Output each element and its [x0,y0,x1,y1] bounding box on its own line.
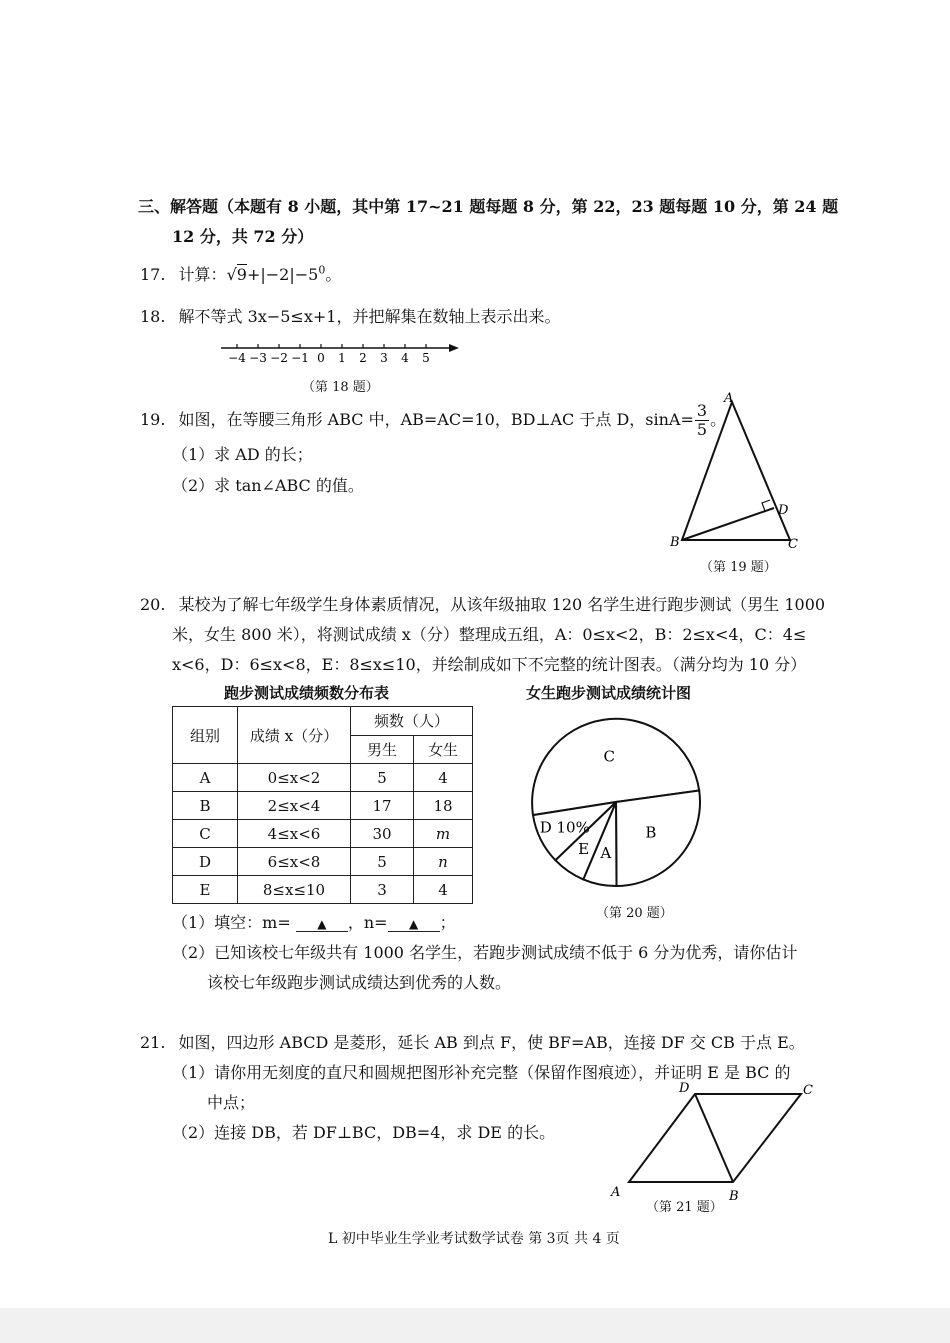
cell-female: 18 [414,792,473,820]
label-b: B [729,1189,739,1204]
question-17 [140,262,341,285]
q19-text: 如图，在等腰三角形 ABC 中，AB=AC=10，BD⊥AC 于点 D，sinA= [178,410,694,429]
q17-lead: 计算： [178,265,227,284]
triangle-figure [660,388,810,553]
q20-part2-line1: （2）已知该校七年级共有 1000 名学生，若跑步测试成绩不低于 6 分为优秀，请你估计 [172,943,798,962]
q19-part1: （1）求 AD 的长； [172,445,313,464]
header-frequency: 频数（人） [351,707,473,736]
cell-male: 5 [351,764,414,792]
cell-range: 2≤x<4 [238,792,351,820]
tick-label: −3 [249,351,267,365]
q19-caption: （第 19 题） [700,560,777,575]
cell-male: 30 [351,820,414,848]
label-c: C [788,537,798,552]
tick-label: 1 [338,351,346,365]
pie-label: A [600,844,612,863]
question-number: 20. [140,595,166,614]
q20-line1: 某校为了解七年级学生身体素质情况，从该年级抽取 120 名学生进行跑步测试（男生 1000 [178,595,826,614]
q18-text: 解不等式 3x−5≤x+1，并把解集在数轴上表示出来。 [178,307,561,326]
answer-blank-n[interactable] [388,917,440,932]
header-female: 女生 [414,735,473,764]
label-b: B [670,535,680,550]
table-row [173,764,473,792]
table-row [173,792,473,820]
cell-group: A [173,764,238,792]
table-row [173,820,473,848]
label-d: D [679,1081,690,1096]
number-line-ticks [228,344,430,365]
q20-part1 [172,910,456,933]
cell-range: 4≤x<6 [238,820,351,848]
q21-text: 如图，四边形 ABCD 是菱形，延长 AB 到点 F，使 BF=AB，连接 DF 交 CB 于点 E。 [178,1033,805,1052]
cell-female: m [414,820,473,848]
chart-title: 女生跑步测试成绩统计图 [526,684,692,702]
cell-group: E [173,876,238,904]
cell-group: D [173,848,238,876]
rhombus-figure [605,1076,825,1208]
q21-part2: （2）连接 DB，若 DF⊥BC，DB=4，求 DE 的长。 [172,1123,556,1142]
q20-part1-lead: （1）填空：m= [172,913,291,932]
pie-label: D 10% [539,818,590,837]
cell-range: 6≤x<8 [238,848,351,876]
question-21 [140,1030,805,1053]
pie-label: E [578,840,590,858]
question-20 [140,592,825,615]
pie-chart [520,708,720,898]
pie-label: B [645,823,657,842]
fraction-denominator: 5 [696,420,708,439]
arrow-icon [449,344,459,352]
question-number: 17. [140,265,166,284]
label-a: A [724,391,734,406]
label-a: A [611,1185,621,1200]
cell-male: 5 [351,848,414,876]
cell-female: n [414,848,473,876]
q20-part1-end: ； [439,913,456,932]
q17-end: 。 [325,265,342,284]
cell-group: B [173,792,238,820]
label-c: C [803,1083,813,1098]
diagonal-db [695,1094,733,1182]
pie-slices [532,719,700,886]
tick-label: 0 [317,351,325,365]
question-19 [140,402,726,439]
tick-label: 3 [380,351,388,365]
answer-blank-m[interactable] [296,917,348,932]
frequency-table [172,706,473,904]
pie-slice-B [616,791,700,887]
table-title: 跑步测试成绩频数分布表 [224,684,390,702]
segment-bd [682,508,774,540]
page-footer: L 初中毕业生学业考试数学试卷 第 3页 共 4 页 [328,1231,620,1247]
triangle-marker-icon: ▲ [317,917,327,931]
q19-end: 。 [710,410,727,429]
cell-female: 4 [414,764,473,792]
pie-label: C [603,747,615,766]
tick-label: −1 [291,351,309,365]
radical-sign: √ [226,265,237,284]
triangle-abc [682,402,790,540]
cell-range: 8≤x≤10 [238,876,351,904]
label-d: D [778,503,789,518]
question-number: 21. [140,1033,166,1052]
cell-range: 0≤x<2 [238,764,351,792]
question-number: 19. [140,410,166,429]
radicand: 9 [236,265,247,284]
q19-part2: （2）求 tan∠ABC 的值。 [172,476,364,495]
number-line [215,338,465,370]
q21-caption: （第 21 题） [646,1200,723,1215]
tick-label: −2 [270,351,288,365]
q20-line2: 米，女生 800 米），将测试成绩 x（分）整理成五组，A：0≤x<2，B：2≤x<4，C：4≤ [172,625,807,644]
table-row [173,848,473,876]
fraction-numerator: 3 [696,401,708,420]
section-heading-line2: 12 分，共 72 分） [172,227,314,246]
tick-label: 5 [422,351,430,365]
q18-caption: （第 18 题） [302,380,379,395]
header-group: 组别 [173,707,238,764]
q21-part1-line1: （1）请你用无刻度的直尺和圆规把图形补充完整（保留作图痕迹），并证明 E 是 BC 的 [172,1063,791,1082]
exponent: 0 [318,263,326,277]
question-18 [140,304,560,327]
cell-male: 3 [351,876,414,904]
question-number: 18. [140,307,166,326]
table-row [173,876,473,904]
q20-part2-line2: 该校七年级跑步测试成绩达到优秀的人数。 [207,973,512,992]
bottom-band [0,1308,950,1343]
q17-expression: +|−2|−5 [246,265,319,284]
header-score: 成绩 x（分） [238,707,351,764]
q21-part1-line2: 中点； [207,1093,256,1112]
triangle-marker-icon: ▲ [408,917,419,931]
q20-caption: （第 20 题） [596,906,673,921]
header-male: 男生 [351,735,414,764]
q20-part1-mid: ，n= [347,913,388,932]
tick-label: 2 [359,351,367,365]
section-heading-line1: 三、解答题（本题有 8 小题，其中第 17~21 题每题 8 分，第 22，23 题每题 10 分，第 24 题 [138,197,839,216]
q20-line3: x<6，D：6≤x<8，E：8≤x≤10，并绘制成如下不完整的统计图表。（满分均为 10 分） [172,655,807,674]
cell-male: 17 [351,792,414,820]
tick-label: −4 [228,351,246,365]
tick-label: 4 [401,351,409,365]
cell-group: C [173,820,238,848]
cell-female: 4 [414,876,473,904]
